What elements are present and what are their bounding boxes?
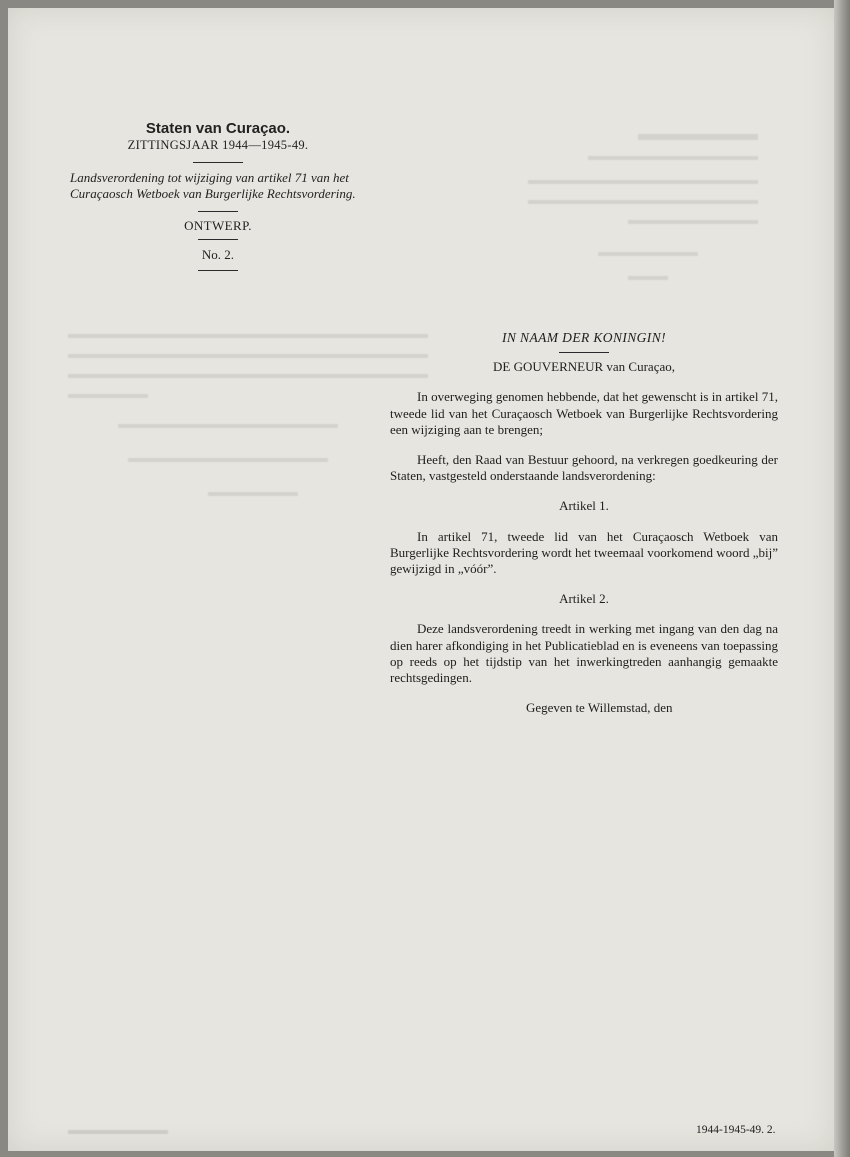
divider (198, 211, 238, 212)
draft-label: ONTWERP. (184, 218, 252, 233)
divider (559, 352, 609, 353)
enactment-paragraph: Heeft, den Raad van Bestuur gehoord, na verkregen goedkeuring der Staten, vastgesteld onderstaande landsverordening: (390, 452, 778, 484)
article-1-heading: Artikel 1. (559, 498, 609, 514)
consideration-paragraph: In overweging genomen hebbende, dat het gewenscht is in artikel 71, tweede lid van het Curaçaosch Wetboek van Burgerlijke Rechtsvordering een wijziging aan te brengen; (390, 389, 778, 437)
divider (193, 162, 243, 163)
article-2-heading: Artikel 2. (559, 591, 609, 607)
ordinance-body (390, 330, 778, 716)
footer-code: 1944-1945-49. 2. (696, 1124, 776, 1136)
header-block (68, 120, 368, 271)
page-edge-shadow (834, 0, 850, 1157)
show-through-footer (68, 1124, 168, 1134)
show-through-block-top (528, 124, 758, 280)
session-year: ZITTINGSJAAR 1944—1945-49. (127, 138, 309, 152)
governor-line: DE GOUVERNEUR van Curaçao, (493, 359, 675, 375)
divider (198, 239, 238, 240)
article-1-text: In artikel 71, tweede lid van het Curaçaosch Wetboek van Burgerlijke Rechtsvordering wordt het tweemaal voorkomend woord „bij” gewijzigd in „vóór”. (390, 528, 778, 577)
given-at-line: Gegeven te Willemstad, den (526, 700, 673, 716)
show-through-block-mid (68, 326, 428, 496)
document-page (8, 8, 834, 1151)
divider (198, 270, 238, 271)
preamble-heading: IN NAAM DER KONINGIN! (501, 330, 666, 345)
document-number: No. 2. (201, 247, 235, 262)
issuer-title: Staten van Curaçao. (145, 120, 291, 137)
article-2-text: Deze landsverordening treedt in werking met ingang van den dag na dien harer afkondiging in het Publicatieblad en is eveneens van toepassing op reeds op het tijdstip van het inwerkingtreden aanhangig gemaakte rechtsgedingen. (390, 621, 778, 686)
ordinance-title: Landsverordening tot wijziging van artikel 71 van het Curaçaosch Wetboek van Burgerlijke Rechtsvordering. (70, 170, 356, 201)
